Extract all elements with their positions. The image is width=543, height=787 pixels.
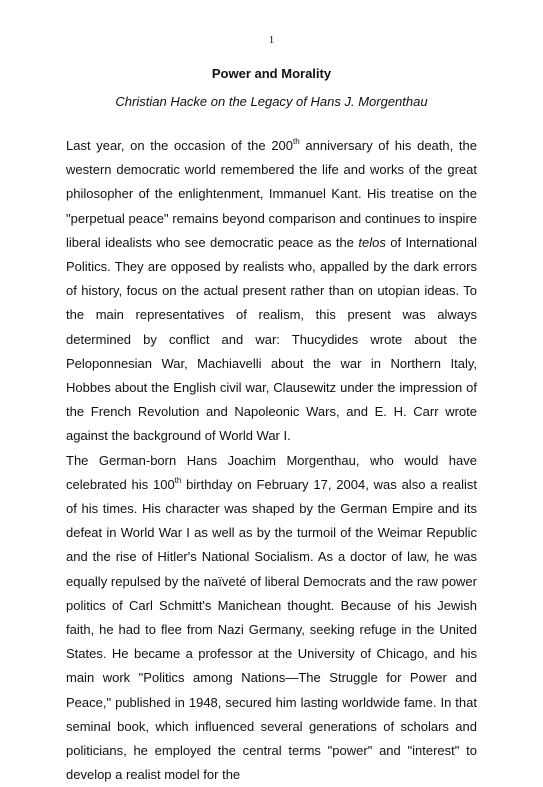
paragraph-2-text-1: The German-born Hans Joachim Morgenthau, who would have celebrated his 100 [66, 452, 477, 492]
body-text [66, 134, 477, 787]
ordinal-superscript: th [174, 475, 182, 485]
paragraph-1 [66, 134, 477, 449]
paragraph-1-text-1: Last year, on the occasion of the 200 [66, 138, 294, 153]
ordinal-superscript: th [293, 137, 300, 146]
paragraph-2 [66, 449, 477, 787]
paragraph-1-text-3: of International Politics. They are opposed by realists who, appalled by the dark errors of history, focus on the actual present rather than on utopian ideas. To the main representatives of realism, this present was always determined by conflict and war: Thucydides wrote about the Peloponnesian War, Machiavelli about the war in Northern Italy, Hobbes about the English civil war, Clausewitz under the impression of the French Revolution and Napoleonic Wars, and E. H. Carr wrote against the background of World War I. [66, 234, 477, 444]
document-title: Power and Morality [211, 66, 332, 81]
paragraph-2-text-2: birthday on February 17, 2004, was also a realist of his times. His character was shaped by the German Empire and its defeat in World War I as well as by the turmoil of the Weimar Republic and the rise of Hitler's National Socialism. As a doctor of law, he was equally repulsed by the naïveté of liberal Democrats and the raw power politics of Carl Schmitt's Manichean thought. Because of his Jewish faith, he had to flee from Nazi Germany, seeking refuge in the United States. He became a professor at the University of Chicago, and his main work "Politics among Nations—The Struggle for Power and Peace," published in 1948, secured him lasting worldwide fame. In that seminal book, which influenced several generations of scholars and politicians, he employed the central terms "power" and "interest" to develop a realist model for the [66, 476, 477, 783]
document-subtitle: Christian Hacke on the Legacy of Hans J. Morgenthau [115, 94, 428, 109]
italic-term: telos [358, 234, 386, 250]
page-number: 1 [268, 34, 275, 46]
paragraph-1-text-2: anniversary of his death, the western democratic world remembered the life and works of the great philosopher of the enlightenment, Immanuel Kant. His treatise on the "perpetual peace" remains beyond comparison and continues to inspire liberal idealists who see democratic peace as the [66, 138, 477, 250]
